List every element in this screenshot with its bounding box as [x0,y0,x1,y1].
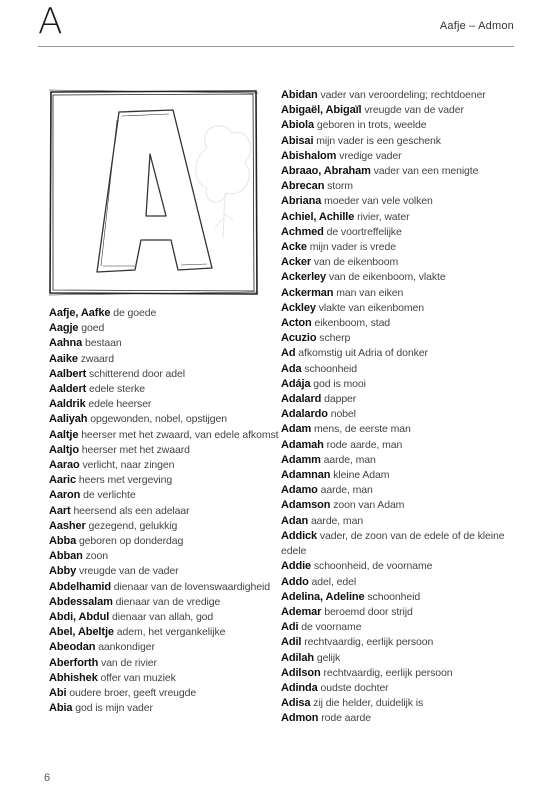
entry-name: Ad [281,347,296,360]
entry-meaning: schitterend door adel [89,367,185,380]
entry-name: Adinda [281,681,318,694]
entry-meaning: rode aarde, man [326,438,403,451]
entry-meaning: de verlichte [83,489,136,502]
entry-name: Ackley [281,301,316,314]
name-entry [281,453,517,468]
name-entry [281,255,517,270]
right-column [281,88,517,727]
entry-name: Abrecan [281,180,325,193]
name-entry [49,382,281,397]
name-entry [281,286,517,301]
name-entry [281,681,517,696]
entry-name: Achmed [281,225,324,238]
name-entry [281,103,517,118]
name-entry [281,498,517,513]
entry-name: Abhishek [49,671,98,684]
entry-name: Adilson [281,666,321,679]
entry-name: Acton [281,317,312,330]
entry-meaning: eikenboom, stad [314,317,391,330]
entry-name: Acuzio [281,332,317,345]
entry-meaning: zwaard [80,352,114,365]
name-entry [281,620,517,635]
name-entry [281,316,517,331]
entry-meaning: afkomstig uit Adria of donker [298,347,428,360]
entry-name: Abraao, Abraham [281,165,371,178]
entry-name: Admon [281,712,319,725]
name-entry [281,407,517,422]
entry-meaning: opgewonden, nobel, opstijgen [90,413,227,426]
entry-name: Addo [281,575,309,588]
name-entry [281,514,517,529]
entry-meaning: dienaar van de lovenswaardigheid [113,580,270,593]
name-entry [281,301,517,316]
entry-meaning: moeder van vele volken [324,195,433,208]
entry-name: Ada [281,362,302,375]
entry-meaning: zoon van Adam [333,499,405,512]
entry-name: Addie [281,560,312,573]
name-entry [49,504,281,519]
entry-meaning: goed [81,322,105,335]
name-entry [281,651,517,666]
entry-meaning: god is mooi [313,377,366,390]
entry-meaning: adel, edel [311,575,357,588]
name-entry [49,610,281,625]
entry-name: Aasher [49,519,86,532]
name-entry [49,321,281,336]
name-entry [281,331,517,346]
entry-name: Adamm [281,453,321,466]
entry-name: Aaron [49,489,81,502]
name-entry [49,534,281,549]
entry-name: Aaike [49,352,78,365]
entry-meaning: dienaar van de vredige [115,595,221,608]
entry-name: Adamson [281,499,331,512]
entry-name: Aberforth [49,656,99,669]
entry-name: Adisa [281,697,311,710]
name-entry [281,194,517,209]
entry-meaning: verlicht, naar zingen [82,459,175,472]
entry-meaning: geboren op donderdag [78,535,184,548]
name-entry [49,640,281,655]
name-entry [281,225,517,240]
entry-meaning: mens, de eerste man [314,423,411,436]
entry-name: Adelina, Adeline [281,590,365,603]
name-entry [281,590,517,605]
entry-name: Aaric [49,474,77,487]
entry-meaning: schoonheid [304,362,358,375]
header-rule [38,46,514,47]
entry-meaning: schoonheid, de voorname [313,560,433,573]
entry-name: Aafje, Aafke [49,307,111,319]
entry-meaning: dapper [324,393,357,406]
name-entry [49,412,281,427]
name-entry [281,164,517,179]
name-entry [281,149,517,164]
entry-name: Adi [281,621,299,634]
entry-meaning: vreugde van de vader [78,565,179,578]
entry-name: Aaldrik [49,398,86,411]
entry-meaning: de goede [113,307,157,319]
entry-meaning: schoonheid [367,590,421,603]
entry-name: Abel, Abeltje [49,626,114,639]
entry-meaning: aarde, man [310,514,364,527]
name-entry [49,686,281,701]
entry-meaning: aankondiger [98,641,155,654]
entry-name: Ackerman [281,286,334,299]
name-entry [49,397,281,412]
name-entry [49,336,281,351]
entry-name: Acker [281,256,312,269]
entry-meaning: heers met vergeving [78,474,173,487]
entry-meaning: aarde, man [320,484,373,497]
name-entry [281,134,517,149]
entry-meaning: offer van muziek [100,671,176,684]
name-entry [281,468,517,483]
entry-meaning: van de eikenboom, vlakte [328,271,446,284]
entry-name: Abeodan [49,641,96,654]
entry-meaning: heersend als een adelaar [73,504,190,517]
name-entry [49,625,281,640]
name-entry [281,377,517,392]
entry-name: Aagje [49,322,79,335]
entry-meaning: edele sterke [89,383,146,396]
entry-name: Aaliyah [49,413,88,426]
entry-name: Aaltje [49,428,79,441]
entry-name: Abi [49,687,67,700]
name-entry [281,422,517,437]
entry-meaning: nobel [330,408,356,421]
entry-name: Adamo [281,484,318,497]
entry-name: Aaldert [49,383,87,396]
entry-meaning: kleine Adam [333,469,390,482]
entry-meaning: vredige vader [339,149,402,162]
entry-name: Acke [281,241,307,254]
page-range: Aafje – Admon [439,20,514,32]
name-entry [281,483,517,498]
entry-meaning: van de eikenboom [313,256,399,269]
entry-meaning: storm [327,180,353,193]
name-entry [281,696,517,711]
name-entry [281,605,517,620]
entry-meaning: gelijk [316,651,341,664]
name-entry [281,270,517,285]
name-entry [281,88,517,103]
entry-name: Abby [49,565,77,578]
name-entry [49,519,281,534]
name-entry [49,595,281,610]
entry-meaning: vader van veroordeling; rechtdoener [320,89,486,101]
name-entry [281,210,517,225]
entry-name: Addick [281,529,318,542]
entry-meaning: vader van een menigte [373,165,479,178]
entry-meaning: aarde, man [323,453,376,466]
left-column [49,306,281,716]
name-entry [281,711,517,726]
entry-name: Aarao [49,459,80,472]
letter-a-emblem [47,88,260,297]
entry-name: Adilah [281,651,315,664]
name-entry [49,671,281,686]
entry-meaning: rode aarde [321,712,372,725]
entry-name: Abiola [281,119,315,132]
name-entry [281,575,517,590]
name-entry [49,488,281,503]
entry-meaning: van de rivier [101,656,157,669]
entry-name: Adája [281,377,311,390]
name-entry [281,529,517,559]
entry-meaning: man van eiken [336,286,404,299]
entry-meaning: bestaan [84,337,122,350]
entry-name: Aaltjo [49,443,79,456]
entry-meaning: zij die helder, duidelijk is [313,697,424,710]
entry-name: Adamah [281,438,324,451]
name-entry [281,346,517,361]
entry-name: Abdi, Abdul [49,611,110,624]
entry-name: Abba [49,535,77,548]
name-entry [49,428,281,443]
entry-name: Adalard [281,393,322,406]
entry-name: Adalardo [281,408,328,421]
name-entry [281,179,517,194]
page-letter: A [38,1,63,42]
entry-meaning: oudste dochter [320,681,389,694]
entry-name: Adan [281,514,309,527]
entry-meaning: vader, de zoon van de edele of de kleine edele [281,529,505,558]
entry-meaning: rivier, water [357,210,410,223]
name-entry [281,392,517,407]
entry-meaning: beroemd door strijd [324,605,413,618]
entry-name: Abigaël, Abigaïl [281,104,362,117]
entry-name: Abban [49,550,83,563]
entry-name: Abisai [281,134,314,147]
page-number: 6 [44,772,51,784]
entry-meaning: heerser met het zwaard, van edele afkomst [81,428,279,441]
entry-meaning: geboren in trots, weelde [316,119,427,132]
entry-meaning: de voorname [301,621,362,634]
entry-meaning: edele heerser [88,398,152,411]
entry-meaning: dienaar van allah, god [112,611,214,624]
entry-meaning: zoon [85,550,108,563]
name-entry [49,458,281,473]
name-entry [49,564,281,579]
name-entry [49,701,281,716]
entry-name: Adam [281,423,312,436]
entry-name: Achiel, Achille [281,210,355,223]
name-entry [49,473,281,488]
entry-name: Ackerley [281,271,327,284]
entry-name: Abidan [281,89,318,101]
entry-meaning: rechtvaardig, eerlijk persoon [304,636,434,649]
name-entry [281,362,517,377]
entry-meaning: heerser met het zwaard [81,443,190,456]
entry-meaning: mijn vader is vrede [309,241,396,254]
entry-meaning: vlakte van eikenbomen [318,301,425,314]
entry-meaning: de voortreffelijke [326,225,402,238]
name-entry [281,666,517,681]
entry-name: Abdessalam [49,595,113,608]
entry-name: Abia [49,702,73,715]
entry-name: Abishalom [281,149,337,162]
name-entry [281,559,517,574]
entry-meaning: gezegend, gelukkig [88,519,178,532]
entry-name: Aart [49,504,71,517]
entry-meaning: adem, het vergankelijke [116,626,226,639]
name-entry [281,118,517,133]
name-entry [49,549,281,564]
entry-name: Ademar [281,605,322,618]
entry-name: Aahna [49,337,83,350]
name-entry [49,352,281,367]
name-entry [49,580,281,595]
name-entry [281,438,517,453]
entry-name: Aalbert [49,367,87,380]
entry-name: Adil [281,636,302,649]
entry-name: Abriana [281,195,322,208]
name-entry [49,367,281,382]
entry-meaning: mijn vader is een geschenk [316,134,441,147]
name-entry [281,635,517,650]
name-entry [49,306,281,321]
entry-name: Adamnan [281,469,331,482]
entry-meaning: rechtvaardig, eerlijk persoon [323,666,453,679]
name-entry [281,240,517,255]
entry-meaning: scherp [319,332,351,345]
name-entry [49,443,281,458]
entry-name: Abdelhamid [49,580,111,593]
name-entry [49,656,281,671]
entry-meaning: oudere broer, geeft vreugde [69,687,197,700]
entry-meaning: vreugde van de vader [364,104,464,117]
entry-meaning: god is mijn vader [75,702,153,715]
